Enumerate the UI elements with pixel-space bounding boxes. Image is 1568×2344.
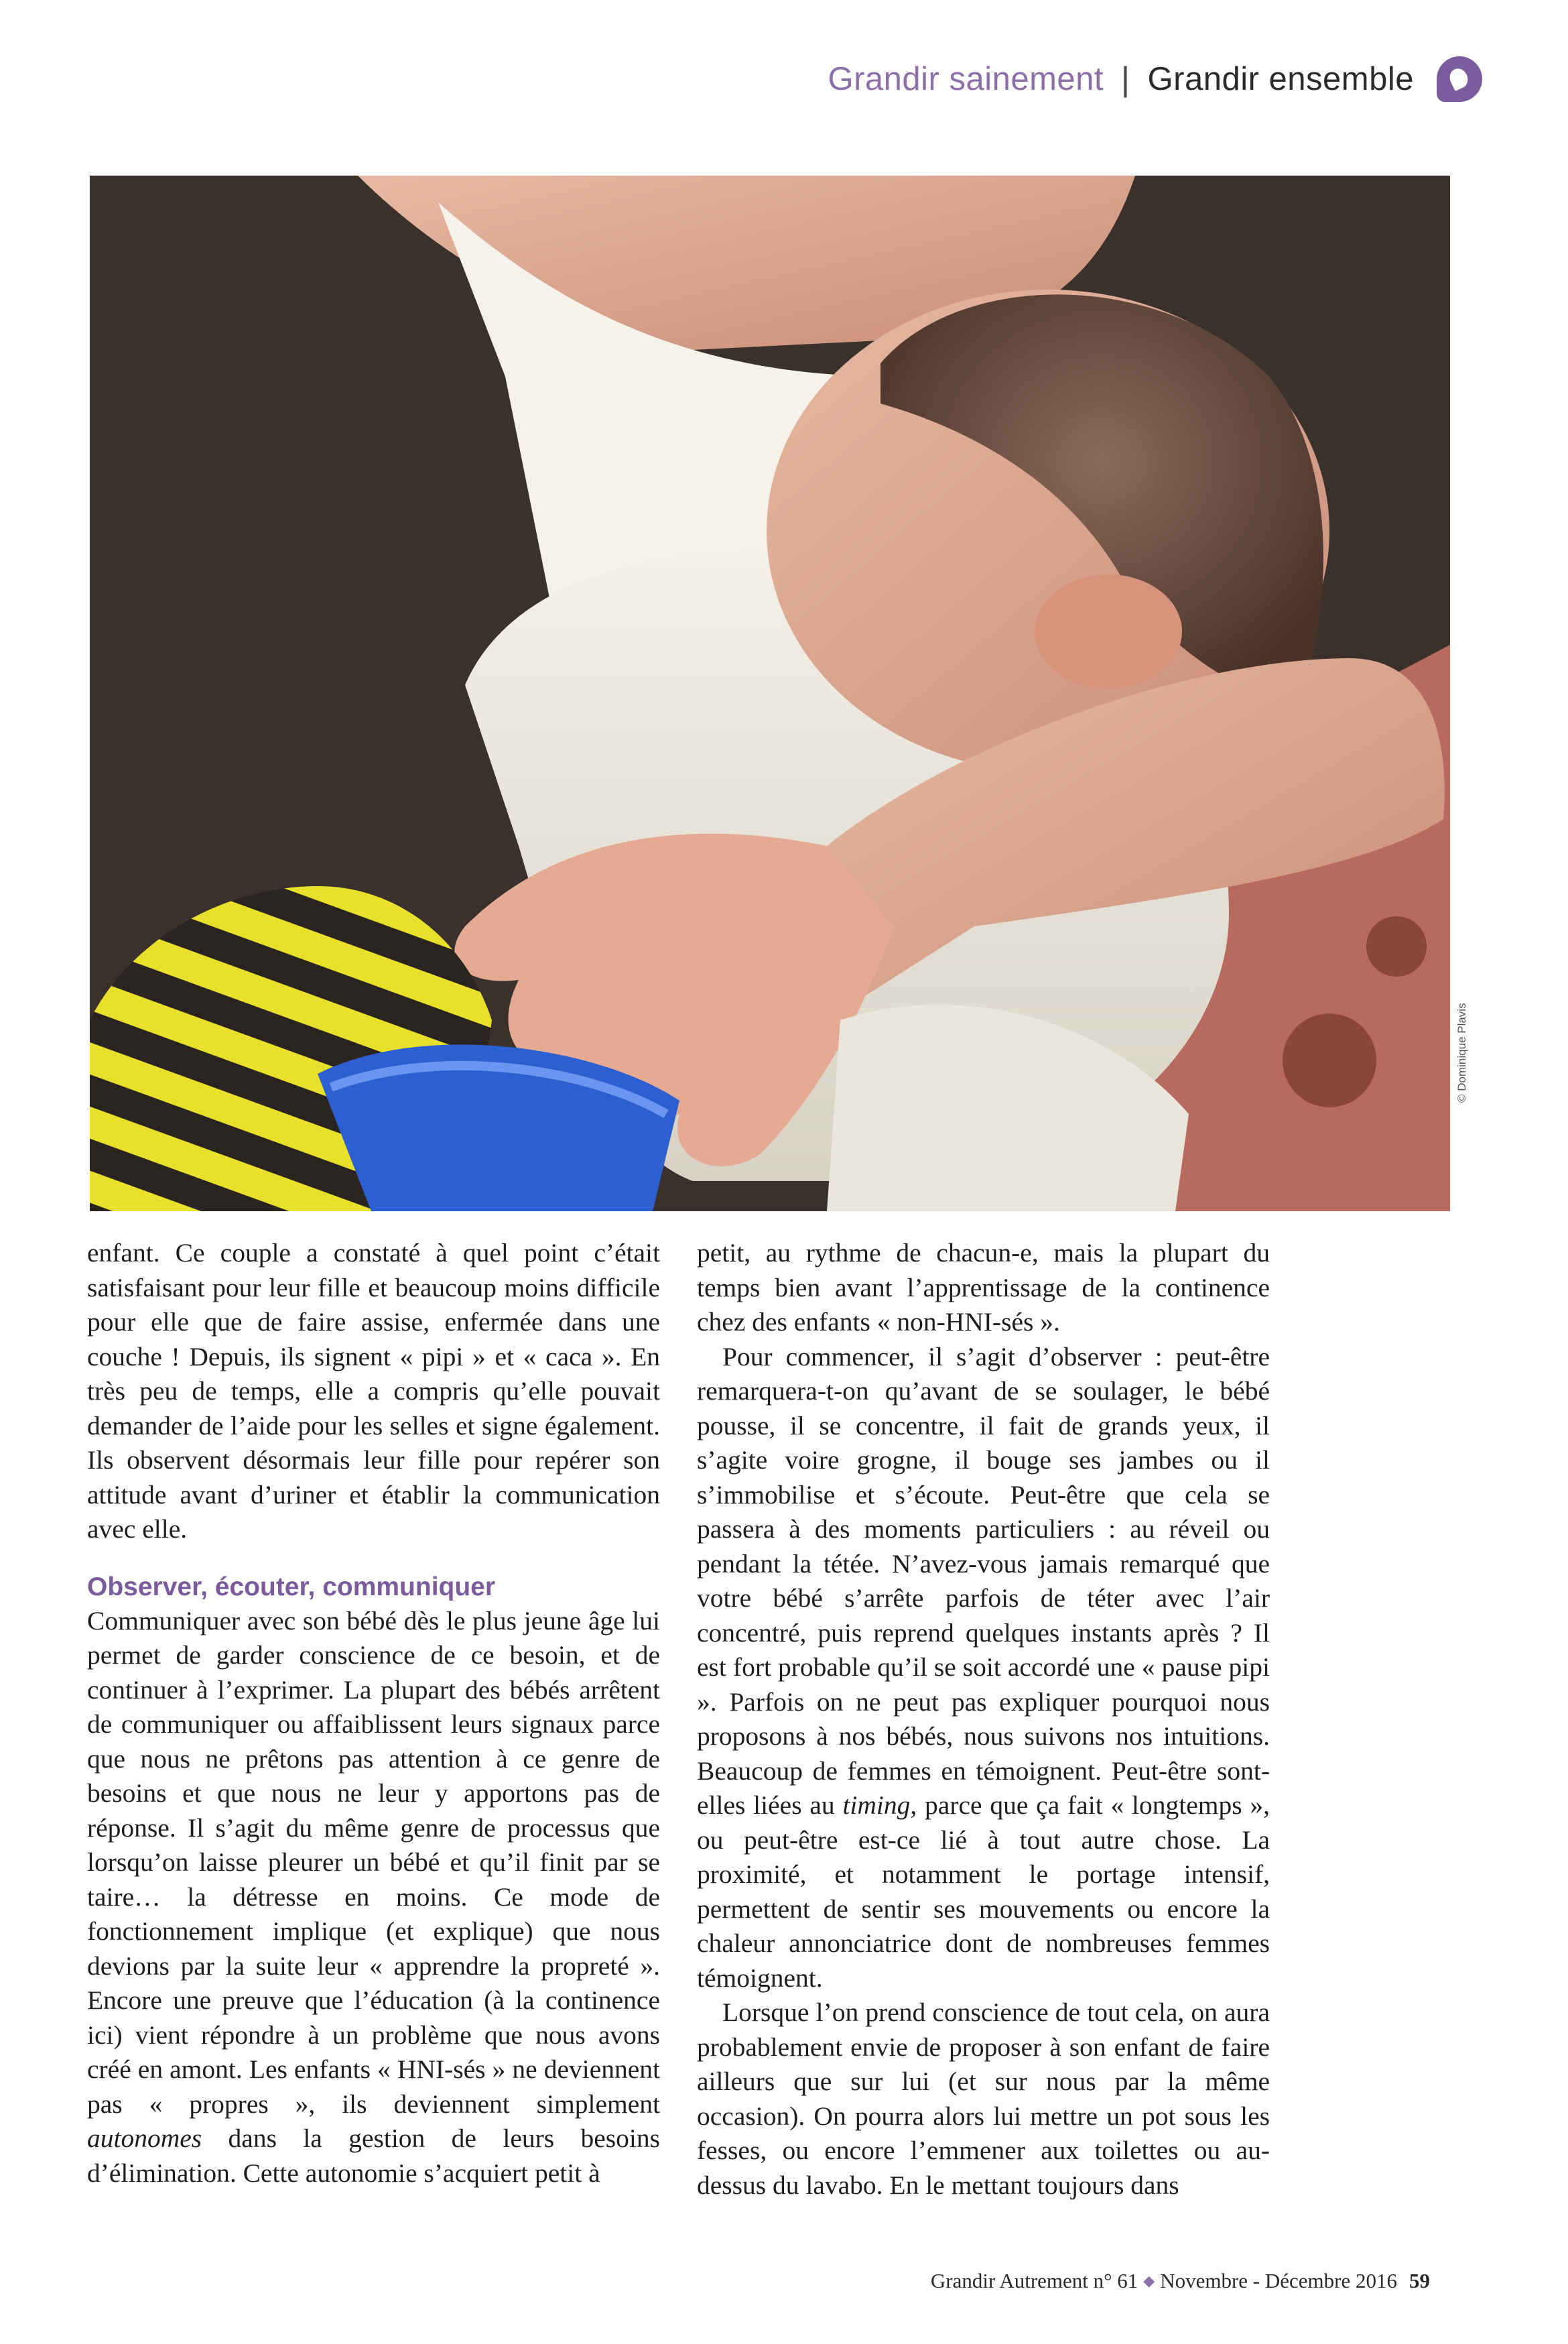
- text-run: Pour commencer, il s’agit d’observer : peut-être remarquera-t-on qu’avant de se soulager, le bébé pousse, il se concentre, il fait de grands yeux, il s’agite voire grogne, il bouge ses jambes ou il s’immobilise et s’écoute. Peut-être que cela se passera à des moments particuliers : au réveil ou pendant la tétée. N’avez-vous jamais remarqué que votre bébé s’arrête parfois de téter avec l’air concentré, puis reprend quelques instants après ? Il est fort probable qu’il se soit accordé une « pause pipi ». Parfois on ne peut pas expliquer pourquoi nous proposons à nos bébés, nous suivons nos intuitions. Beaucoup de femmes en témoignent. Peut-être sont-elles liées au: [697, 1341, 1270, 1820]
- page-number: 59: [1409, 2269, 1430, 2292]
- section-primary: Grandir sainement: [828, 61, 1104, 97]
- magazine-issue: Grandir Autrement n° 61: [930, 2269, 1138, 2292]
- paragraph: enfant. Ce couple a constaté à quel point c’était satisfaisant pour leur fille et beaucoup moins difficile pour elle que de faire assise, enfermée dans une couche ! Depuis, ils signent « pipi » et « caca ». En très peu de temps, elle a compris qu’elle pouvait demander de l’aide pour les selles et signe également. Ils observent désormais leur fille pour repérer son attitude avant d’uriner et établir la communication avec elle.: [87, 1238, 660, 1544]
- diamond-separator: ◆: [1143, 2272, 1155, 2289]
- paragraph: Lorsque l’on prend conscience de tout cela, on aura probablement envie de proposer à son enfant de faire ailleurs que sur lui (et sur nous par la même occasion). On pourra alors lui mettre un pot sous les fesses, ou encore l’emmener aux toilettes ou au-dessus du lavabo. En le mettant toujours dans: [697, 1997, 1270, 2200]
- text-run: , parce que ça fait « longtemps », ou peut-être est-ce lié à tout autre chose. La proximité, et notamment le portage intensif, permettent de sentir ses mouvements ou encore la chaleur annonciatrice dont de nombreuses femmes témoignent.: [697, 1790, 1270, 1993]
- text-column-right: [697, 1236, 1270, 2203]
- section-secondary: Grandir ensemble: [1147, 61, 1414, 97]
- running-header: [828, 52, 1482, 106]
- emphasis-text: autonomes: [87, 2123, 202, 2153]
- emphasis-text: timing: [842, 1790, 911, 1820]
- issue-date: Novembre - Décembre 2016: [1160, 2269, 1397, 2292]
- paragraph: [87, 1604, 660, 2191]
- photo-credit: © Dominique Plavis: [1455, 1003, 1468, 1103]
- breastfeeding-photo: [90, 176, 1450, 1211]
- paragraph: [697, 1340, 1270, 1996]
- text-run: dans la gestion de leurs besoins d’élimination. Cette autonomie s’acquiert petit à: [87, 2123, 660, 2188]
- text-run: Communiquer avec son bébé dès le plus jeune âge lui permet de garder conscience de ce besoin, et de continuer à l’exprimer. La plupart des bébés arrêtent de communiquer ou affaiblissent leurs signaux parce que nous ne prêtons pas attention à ce genre de besoins et que nous ne leur y apportons pas de réponse. Il s’agit du même genre de processus que lorsqu’on laisse pleurer un bébé et qu’il finit par se taire… la détresse en moins. Ce mode de fonctionnement implique (et explique) que nous devions par la suite leur « apprendre la propreté ». Encore une preuve que l’éducation (à la continence ici) vient répondre à un problème que nous avons créé en amont. Les enfants « HNI-sés » ne deviennent pas « propres », ils deviennent simplement: [87, 1605, 660, 2119]
- page-footer: [931, 2269, 1430, 2293]
- text-column-left: [87, 1236, 660, 2191]
- photo-illustration: [90, 176, 1450, 1211]
- speech-bubble-leaf-icon: [1437, 56, 1482, 102]
- section-heading: Observer, écouter, communiquer: [87, 1572, 496, 1601]
- header-separator: |: [1121, 60, 1130, 98]
- paragraph: petit, au rythme de chacun-e, mais la plupart du temps bien avant l’apprentissage de la continence chez des enfants « non-HNI-sés ».: [697, 1238, 1270, 1337]
